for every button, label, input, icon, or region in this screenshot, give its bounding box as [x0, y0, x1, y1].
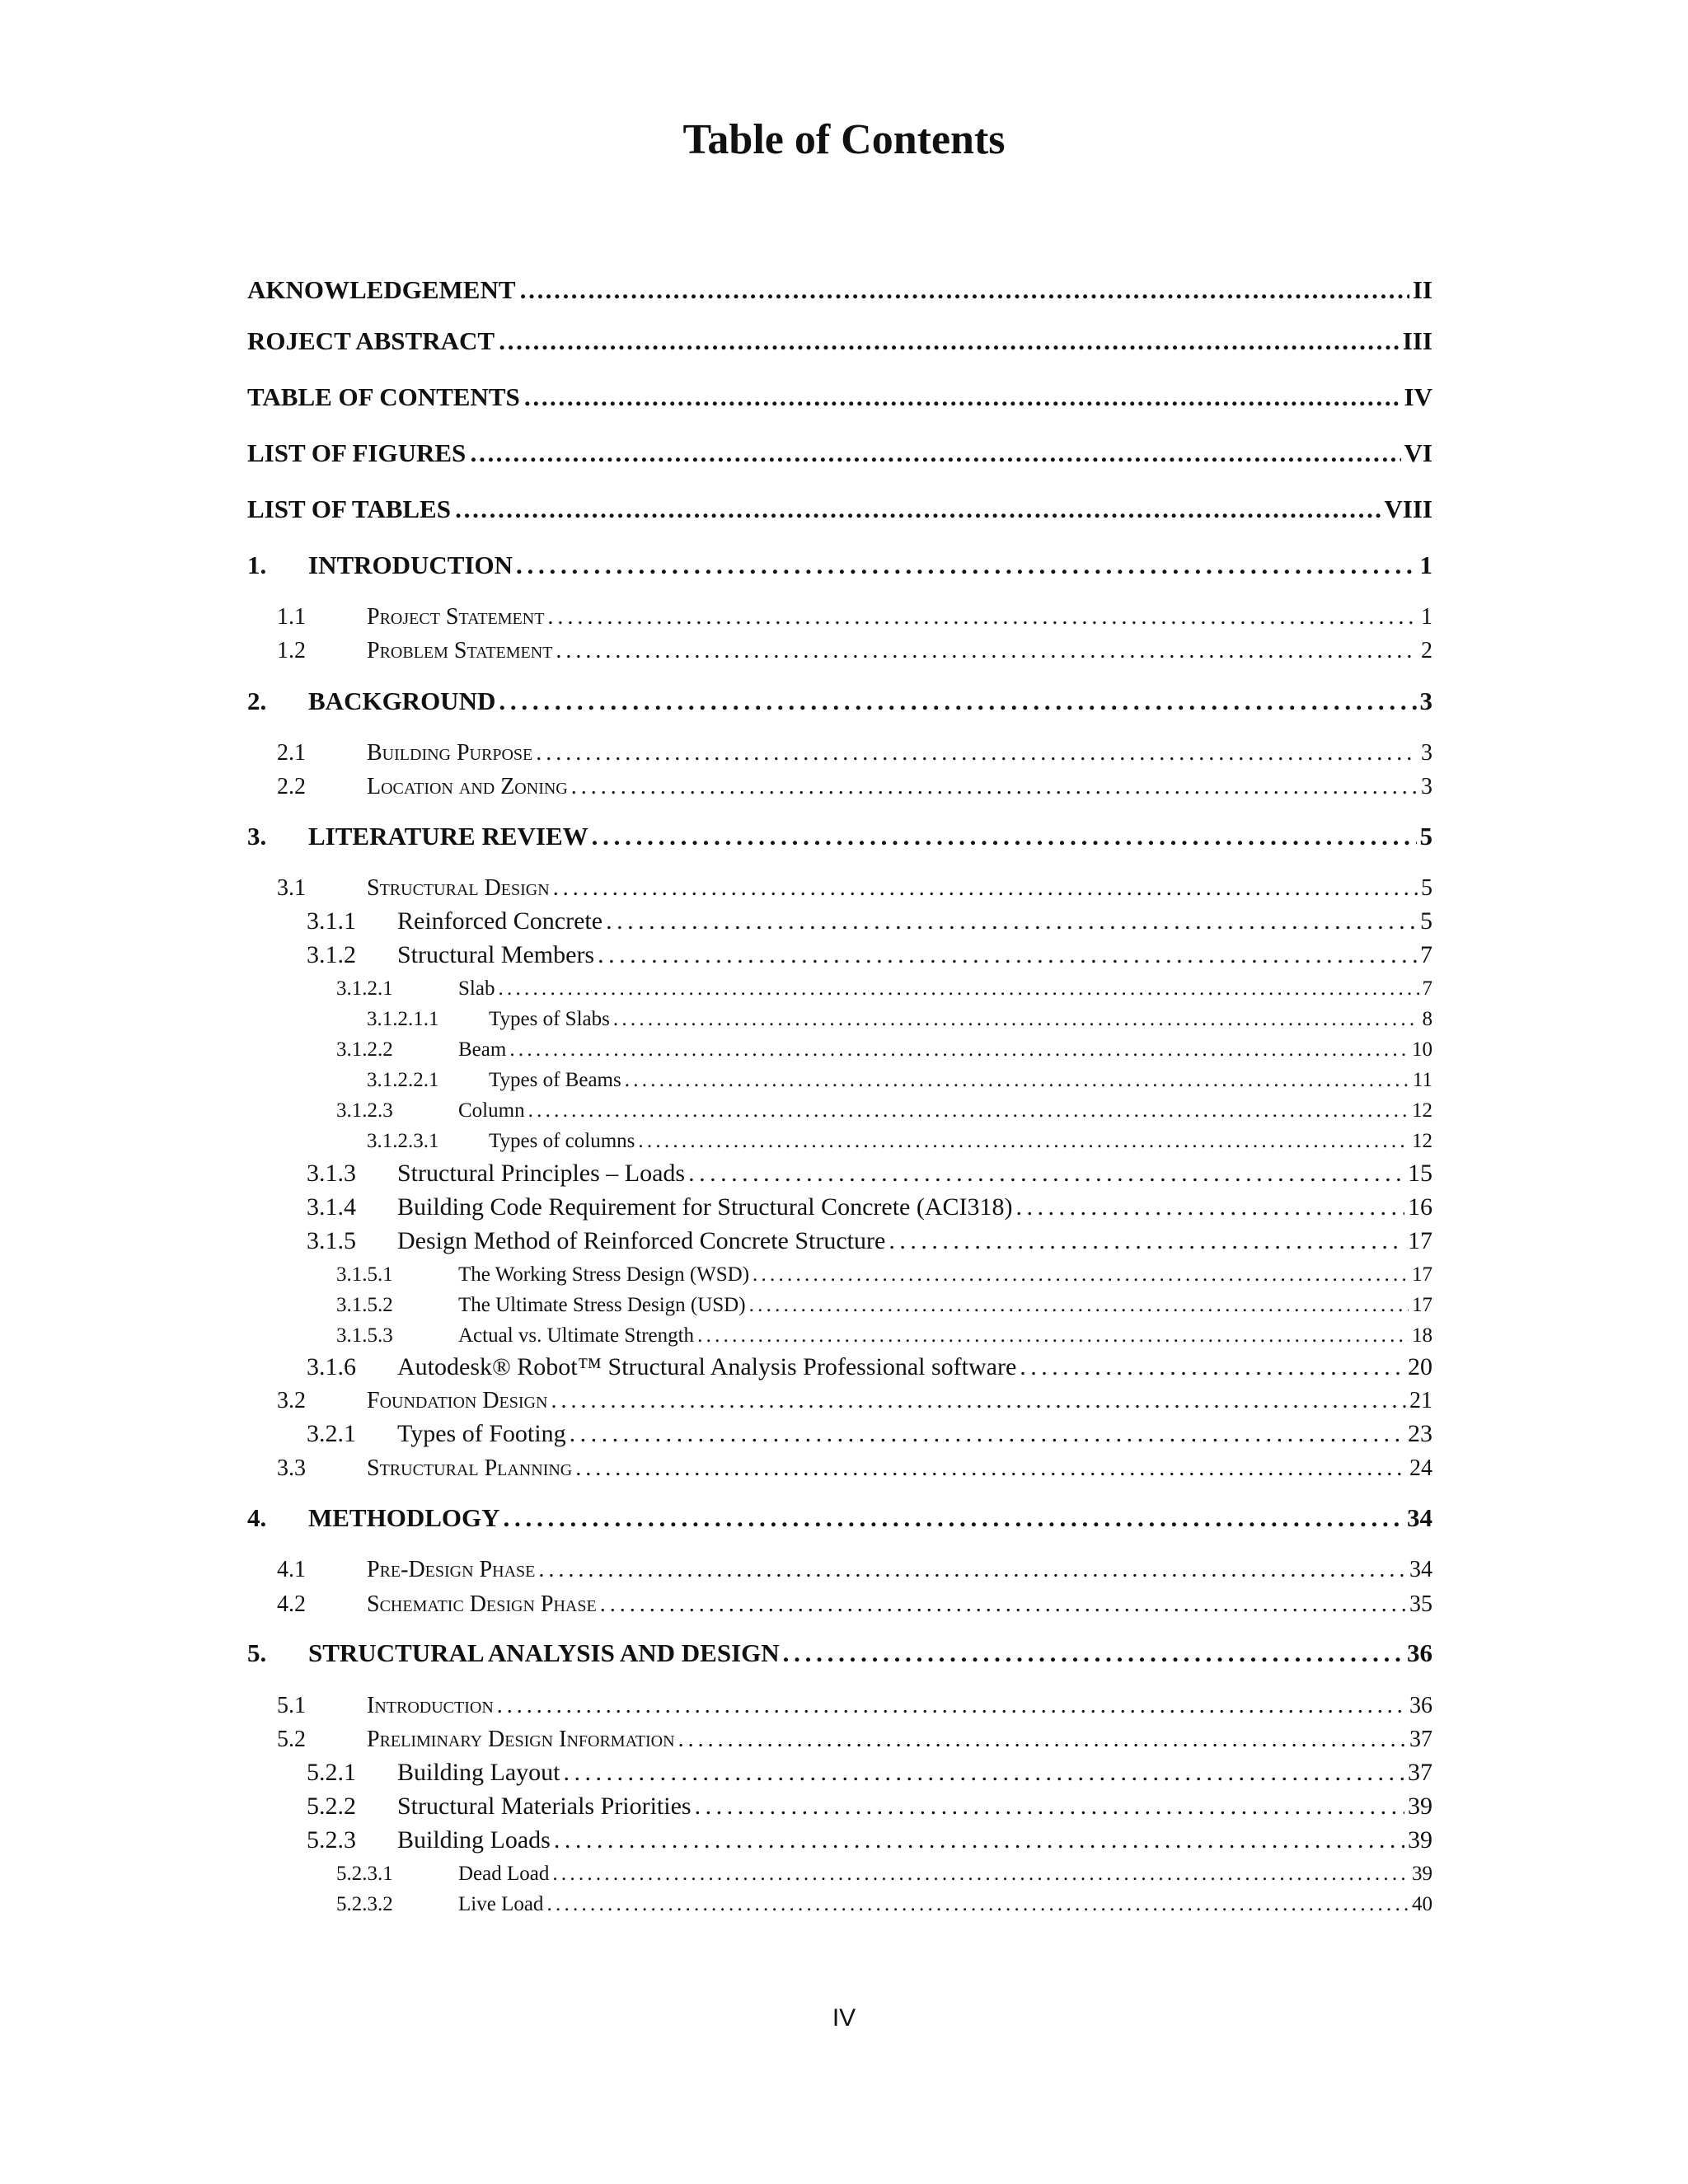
toc-entry-page: 34 — [1409, 1557, 1432, 1582]
toc-entry-number: 4. — [247, 1503, 267, 1532]
toc-entry-title: METHODLOGY — [308, 1503, 500, 1532]
toc-entry-page: 39 — [1408, 1793, 1432, 1820]
toc-entry[interactable] — [247, 623, 1432, 664]
toc-entry-page: 12 — [1412, 1130, 1432, 1152]
toc-entry-title: Building Code Requirement for Structural Concrete (ACI318) — [397, 1193, 1013, 1221]
toc-entry-title: Building Layout — [397, 1759, 560, 1786]
toc-entry-page: 40 — [1412, 1893, 1432, 1915]
toc-entry[interactable] — [247, 371, 1432, 412]
toc-entry-title: Pre-Design Phase — [367, 1557, 536, 1582]
toc-entry-title: AKNOWLEDGEMENT — [247, 275, 516, 304]
toc-entry[interactable] — [247, 810, 1432, 851]
toc-entry-title: Structural Principles – Loads — [397, 1160, 686, 1187]
toc-entry-title: Schematic Design Phase — [367, 1591, 597, 1617]
toc-entry-title: Types of Footing — [397, 1420, 566, 1447]
toc-entry-page: 23 — [1408, 1420, 1432, 1447]
dot-leader — [571, 774, 1418, 800]
toc-entry-number: 5.2 — [277, 1727, 306, 1752]
dot-leader — [469, 438, 1400, 468]
toc-entry-title: Types of Slabs — [489, 1008, 610, 1030]
toc-entry-title: Location and Zoning — [367, 774, 568, 799]
toc-entry-page: 37 — [1408, 1759, 1432, 1786]
toc-entry-page: 21 — [1409, 1388, 1432, 1413]
toc-entry-title: Beam — [458, 1038, 507, 1061]
toc-entry-page: 5 — [1419, 822, 1432, 851]
toc-entry-page: 36 — [1409, 1693, 1432, 1718]
toc-entry-page: 12 — [1412, 1099, 1432, 1122]
toc-entry-number: 4.1 — [277, 1557, 306, 1582]
toc-entry[interactable] — [247, 539, 1432, 580]
toc-entry-number: 3.1.2.2.1 — [367, 1069, 439, 1091]
toc-entry-page: 11 — [1412, 1069, 1432, 1091]
dot-leader — [556, 638, 1418, 664]
toc-entry[interactable] — [247, 1875, 1432, 1916]
toc-entry-number: 5.2.3.1 — [336, 1863, 393, 1885]
toc-entry-title: INTRODUCTION — [308, 551, 513, 579]
toc-entry-number: 5.2.3 — [307, 1826, 356, 1854]
toc-entry-page: 1 — [1419, 551, 1432, 579]
dot-leader — [504, 1503, 1404, 1533]
toc-entry[interactable] — [247, 315, 1432, 356]
dot-leader — [575, 1455, 1406, 1482]
toc-entry[interactable] — [247, 759, 1432, 800]
toc-entry-title: Project Statement — [367, 604, 545, 630]
toc-entry-page: 3 — [1421, 740, 1432, 766]
toc-entry-number: 1.2 — [277, 638, 306, 663]
toc-entry-page: 3 — [1421, 774, 1432, 799]
toc-entry-page: VIII — [1384, 494, 1432, 523]
toc-entry-page: 10 — [1412, 1038, 1432, 1061]
toc-entry-title: LIST OF FIGURES — [247, 438, 467, 467]
toc-entry-title: LIST OF TABLES — [247, 494, 451, 523]
toc-entry-title: TABLE OF CONTENTS — [247, 382, 520, 411]
toc-entry-number: 3.1.2.1.1 — [367, 1008, 439, 1030]
dot-leader — [592, 822, 1417, 851]
toc-entry-page: 35 — [1409, 1591, 1432, 1617]
toc-entry-number: 1.1 — [277, 604, 306, 630]
toc-entry-number: 3.1.5.3 — [336, 1324, 393, 1347]
toc-entry-page: 3 — [1419, 687, 1432, 715]
toc-entry-page: 17 — [1408, 1227, 1432, 1254]
toc-entry-title: BACKGROUND — [308, 687, 496, 715]
toc-entry[interactable] — [247, 1627, 1432, 1668]
toc-entry-number: 5. — [247, 1638, 267, 1667]
toc-entry-page: 18 — [1412, 1324, 1432, 1347]
toc-entry-title: Structural Planning — [367, 1455, 573, 1481]
toc-entry-number: 3.1.2.3 — [336, 1099, 393, 1122]
page-number: IV — [832, 2004, 856, 2032]
toc-entry-number: 3.1.3 — [307, 1160, 356, 1187]
toc-entry-number: 3.1.2.1 — [336, 977, 393, 1000]
toc-entry-title: ROJECT ABSTRACT — [247, 326, 495, 355]
toc-entry-title: Foundation Design — [367, 1388, 548, 1413]
toc-entry-number: 5.2.3.2 — [336, 1893, 393, 1915]
toc-entry-title: Autodesk® Robot™ Structural Analysis Professional software — [397, 1353, 1017, 1380]
table-of-contents — [247, 0, 1432, 2184]
toc-entry-number: 5.2.2 — [307, 1793, 356, 1820]
toc-entry[interactable] — [247, 483, 1432, 524]
toc-entry-number: 3.3 — [277, 1455, 306, 1481]
toc-entry-number: 3.1.5.1 — [336, 1263, 393, 1286]
toc-entry-page: VI — [1404, 438, 1432, 467]
toc-entry-page: 8 — [1422, 1008, 1432, 1030]
toc-entry-page: 1 — [1421, 604, 1432, 630]
toc-entry-page: 7 — [1420, 941, 1432, 968]
toc-entry[interactable] — [247, 264, 1432, 305]
toc-entry-page: 17 — [1412, 1263, 1432, 1286]
toc-entry-number: 3.1 — [277, 875, 306, 901]
toc-entry-title: Problem Statement — [367, 638, 553, 663]
toc-entry-page: III — [1402, 326, 1432, 355]
dot-leader — [499, 687, 1416, 716]
dot-leader — [519, 275, 1409, 305]
toc-entry-number: 3.1.2.3.1 — [367, 1130, 439, 1152]
toc-entry-title: Introduction — [367, 1693, 494, 1718]
dot-leader — [600, 1591, 1406, 1618]
toc-entry-title: Building Purpose — [367, 740, 533, 766]
toc-entry-page: 36 — [1407, 1638, 1432, 1667]
dot-leader — [498, 326, 1400, 356]
toc-entry-page: 24 — [1409, 1455, 1432, 1481]
toc-entry-title: Actual vs. Ultimate Strength — [458, 1324, 695, 1347]
toc-entry-number: 3.1.2.2 — [336, 1038, 393, 1061]
toc-entry-title: Structural Design — [367, 875, 550, 901]
toc-entry-number: 3.2 — [277, 1388, 306, 1413]
dot-leader — [516, 551, 1416, 580]
dot-leader — [546, 1893, 1409, 1916]
toc-entry-number: 2. — [247, 687, 267, 715]
toc-entry-title: The Ultimate Stress Design (USD) — [458, 1294, 746, 1316]
toc-entry-title: Preliminary Design Information — [367, 1727, 675, 1752]
toc-entry-number: 3. — [247, 822, 267, 851]
toc-entry-number: 3.1.5 — [307, 1227, 356, 1254]
toc-entry-number: 3.2.1 — [307, 1420, 356, 1447]
toc-entry-page: 17 — [1412, 1294, 1432, 1316]
toc-entry-number: 3.1.6 — [307, 1353, 356, 1380]
toc-entry-title: Slab — [458, 977, 495, 1000]
toc-entry-page: 15 — [1408, 1160, 1432, 1187]
toc-entry-title: Structural Members — [397, 941, 595, 968]
toc-entry-number: 2.1 — [277, 740, 306, 766]
toc-entry-page: 39 — [1408, 1826, 1432, 1854]
toc-entry-page: 5 — [1420, 907, 1432, 935]
toc-entry-number: 1. — [247, 551, 267, 579]
toc-entry-title: Structural Materials Priorities — [397, 1793, 692, 1820]
toc-entry-number: 3.1.2 — [307, 941, 356, 968]
toc-entry-page: 5 — [1421, 875, 1432, 901]
toc-entry-title: Design Method of Reinforced Concrete Structure — [397, 1227, 886, 1254]
toc-entry[interactable] — [247, 427, 1432, 468]
toc-entry-page: 34 — [1407, 1503, 1432, 1532]
toc-entry-title: STRUCTURAL ANALYSIS AND DESIGN — [308, 1638, 780, 1667]
toc-entry[interactable] — [247, 1441, 1432, 1482]
toc-entry[interactable] — [247, 1492, 1432, 1533]
toc-entry-title: Dead Load — [458, 1863, 550, 1885]
toc-entry-number: 4.2 — [277, 1591, 306, 1617]
toc-entry[interactable] — [247, 675, 1432, 716]
toc-entry-number: 3.1.4 — [307, 1193, 356, 1221]
toc-entry-title: LITERATURE REVIEW — [308, 822, 588, 851]
toc-entry-number: 3.1.5.2 — [336, 1294, 393, 1316]
dot-leader — [454, 494, 1381, 524]
toc-entry-page: 7 — [1422, 977, 1432, 1000]
toc-entry-page: 2 — [1421, 638, 1432, 663]
toc-entry-page: 16 — [1408, 1193, 1432, 1221]
toc-entry-title: Types of columns — [489, 1130, 635, 1152]
toc-entry-title: Column — [458, 1099, 525, 1122]
toc-entry-page: 39 — [1412, 1863, 1432, 1885]
toc-entry-page: IV — [1404, 382, 1432, 411]
toc-entry-number: 3.1.1 — [307, 907, 356, 935]
toc-entry-title: Types of Beams — [489, 1069, 621, 1091]
toc-entry-page: II — [1412, 275, 1432, 304]
toc-entry-number: 5.1 — [277, 1693, 306, 1718]
dot-leader — [523, 382, 1401, 412]
toc-entry[interactable] — [247, 1577, 1432, 1618]
toc-entry-title: Building Loads — [397, 1826, 551, 1854]
toc-entry-number: 2.2 — [277, 774, 306, 799]
toc-entry-title: Reinforced Concrete — [397, 907, 603, 935]
toc-entry-page: 37 — [1409, 1727, 1432, 1752]
dot-leader — [783, 1638, 1404, 1668]
page-title: Table of Contents — [682, 116, 1006, 163]
toc-entry-title: Live Load — [458, 1893, 544, 1915]
toc-entry-number: 5.2.1 — [307, 1759, 356, 1786]
toc-entry-page: 20 — [1408, 1353, 1432, 1380]
toc-entry-title: The Working Stress Design (WSD) — [458, 1263, 750, 1286]
